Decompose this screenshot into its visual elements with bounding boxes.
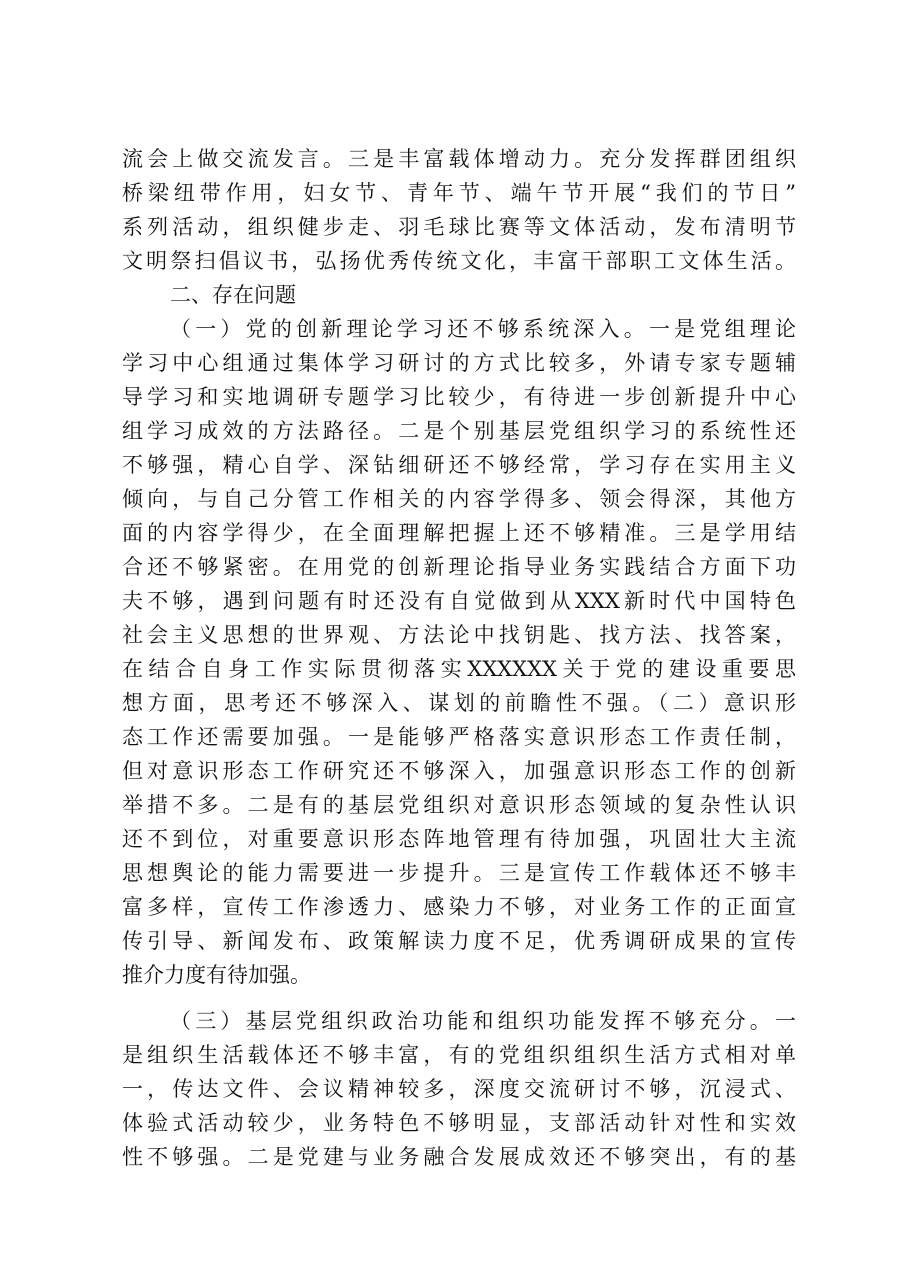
text-line: 组学习成效的方法路径。二是个别基层党组织学习的系统性还 [122,419,796,443]
text-line: 系列活动，组织健步走、羽毛球比赛等文体活动，发布清明节 [122,215,796,239]
paragraph-3 [122,1004,796,1174]
text-line: 学习中心组通过集体学习研讨的方式比较多，外请专家专题辅 [122,351,796,375]
text-line: 推介力度有待加强。 [122,963,311,987]
text-line: 导学习和实地调研专题学习比较少，有待进一步创新提升中心 [122,385,796,409]
text-line: 富多样，宣传工作渗透力、感染力不够，对业务工作的正面宣 [122,895,796,919]
text-line: 还不到位，对重要意识形态阵地管理有待加强，巩固壮大主流 [122,827,796,851]
text-line: （三）基层党组织政治功能和组织功能发挥不够充分。一 [170,1009,796,1033]
text-line: 文明祭扫倡议书，弘扬优秀传统文化，丰富干部职工文体生活。 [122,249,796,273]
text-line: 是组织生活载体还不够丰富，有的党组织组织生活方式相对单 [122,1043,796,1067]
text-line: 思想舆论的能力需要进一步提升。三是宣传工作载体还不够丰 [122,861,796,885]
text-line: 桥梁纽带作用，妇女节、青年节、端午节开展“我们的节日” [122,181,796,205]
text-line: 倾向，与自己分管工作相关的内容学得多、领会得深，其他方 [122,487,796,511]
text-line: 态工作还需要加强。一是能够严格落实意识形态工作责任制， [122,725,796,749]
paragraph-1 [122,142,796,278]
document-page [122,142,796,1174]
text-line: 社会主义思想的世界观、方法论中找钥匙、找方法、找答案， [122,623,796,647]
text-line: 流会上做交流发言。三是丰富载体增动力。充分发挥群团组织 [122,147,796,171]
text-line: 但对意识形态工作研究还不够深入，加强意识形态工作的创新 [122,759,796,783]
section-heading: 二、存在问题 [170,283,296,307]
text-line: 一，传达文件、会议精神较多，深度交流研讨不够，沉浸式、 [122,1077,796,1101]
text-line: 体验式活动较少，业务特色不够明显，支部活动针对性和实效 [122,1111,796,1135]
text-line: 想方面，思考还不够深入、谋划的前瞻性不强。（二）意识形 [122,691,796,715]
text-line: 不够强，精心自学、深钻细研还不够经常，学习存在实用主义 [122,453,796,477]
text-line: 夫不够，遇到问题有时还没有自觉做到从XXX新时代中国特色 [122,589,796,613]
text-line: 在结合自身工作实际贯彻落实XXXXXX关于党的建设重要思 [122,657,796,681]
text-line: （一）党的创新理论学习还不够系统深入。一是党组理论 [170,317,796,341]
paragraph-2 [122,312,796,992]
text-line: 合还不够紧密。在用党的创新理论指导业务实践结合方面下功 [122,555,796,579]
text-line: 面的内容学得少，在全面理解把握上还不够精准。三是学用结 [122,521,796,545]
text-line: 举措不多。二是有的基层党组织对意识形态领域的复杂性认识 [122,793,796,817]
text-line: 传引导、新闻发布、政策解读力度不足，优秀调研成果的宣传 [122,929,796,953]
text-line: 性不够强。二是党建与业务融合发展成效还不够突出，有的基 [122,1145,796,1169]
